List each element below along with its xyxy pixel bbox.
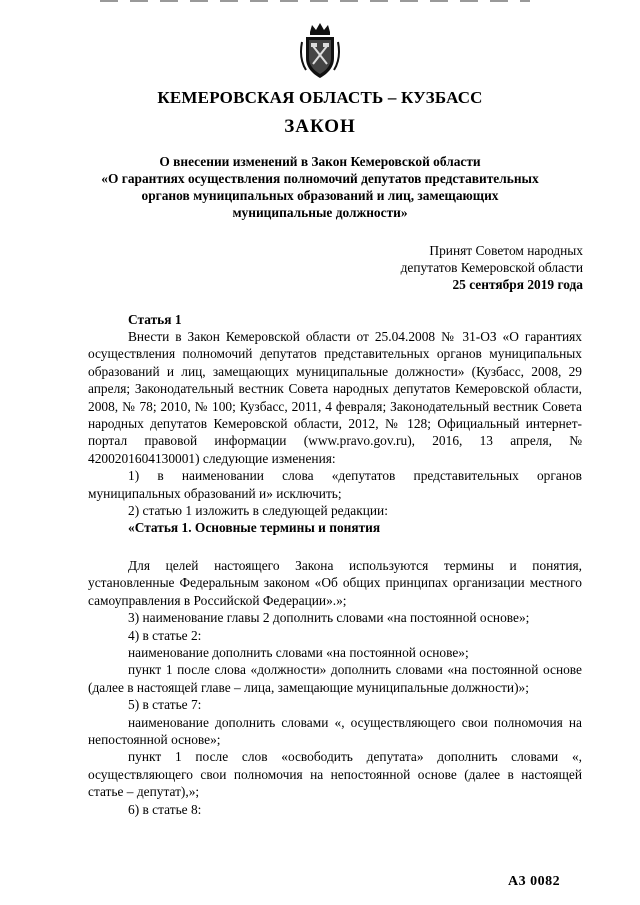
subject-line: «О гарантиях осуществления полномочий депутатов представительных bbox=[101, 171, 539, 186]
registration-code: А3 0082 bbox=[508, 874, 561, 889]
paragraph: пункт 1 после слова «должности» дополнить словами «на постоянной основе (далее в настоящей главе – лица, замещающие муниципальные должности)»; bbox=[88, 662, 582, 695]
article-body bbox=[88, 328, 582, 818]
paragraph: 6) в статье 8: bbox=[128, 801, 202, 817]
adoption-block bbox=[401, 242, 583, 293]
document-type: ЗАКОН bbox=[284, 116, 356, 137]
article-heading: Статья 1 bbox=[128, 312, 182, 327]
paragraph: наименование дополнить словами «на постоянной основе»; bbox=[128, 644, 469, 660]
adoption-date: 25 сентября 2019 года bbox=[452, 277, 583, 292]
subject-line: органов муниципальных образований и лиц, замещающих bbox=[141, 188, 499, 203]
paragraph: 4) в статье 2: bbox=[128, 627, 202, 643]
paragraph: 3) наименование главы 2 дополнить словами «на постоянной основе»; bbox=[128, 610, 530, 626]
paragraph: 5) в статье 7: bbox=[128, 697, 202, 713]
paragraph: 1) в наименовании слова «депутатов представительных органов муниципальных образований и» исключить; bbox=[88, 468, 582, 501]
subject-line: О внесении изменений в Закон Кемеровской области bbox=[159, 154, 481, 169]
adoption-line: Принят Советом народных bbox=[429, 243, 583, 258]
adoption-line: депутатов Кемеровской области bbox=[400, 260, 583, 275]
paragraph: наименование дополнить словами «, осуществляющего свои полномочия на непостоянной основе»; bbox=[88, 714, 582, 747]
law-subject bbox=[80, 153, 560, 221]
coat-of-arms-icon bbox=[298, 22, 342, 80]
paragraph: пункт 1 после слов «освободить депутата» дополнить словами «, осуществляющего свои полномочия на непостоянной основе (далее в настоящей статье – депутат),»; bbox=[88, 749, 582, 800]
paragraph: Внести в Закон Кемеровской области от 25.04.2008 № 31-ОЗ «О гарантиях осуществления полномочий депутатов представительных органов муниципальных образований и лиц, замещающих муниципальные должности» (Кузбасс, 2008, 29 апреля; Законодательный вестник Совета народных депутатов Кемеровской области, 2008, № 78; 2010, № 100; Кузбасс, 2011, 4 февраля; Законодательный вестник Совета народных депутатов Кемеровской области, 2012, № 128; Официальный интернет-портал правовой информации (www.pravo.gov.ru), 2016, 13 апреля, № 4200201604130001) следующие изменения: bbox=[88, 329, 582, 466]
paragraph: Для целей настоящего Закона используются термины и понятия, установленные Федеральным законом «Об общих принципах организации местного самоуправления в Российской Федерации».»; bbox=[88, 557, 582, 608]
new-article-heading: «Статья 1. Основные термины и понятия bbox=[128, 520, 381, 536]
subject-line: муниципальные должности» bbox=[232, 205, 408, 220]
scan-top-edge bbox=[100, 0, 530, 2]
paragraph: 2) статью 1 изложить в следующей редакции: bbox=[128, 503, 388, 519]
region-title: КЕМЕРОВСКАЯ ОБЛАСТЬ – КУЗБАСС bbox=[157, 88, 483, 107]
